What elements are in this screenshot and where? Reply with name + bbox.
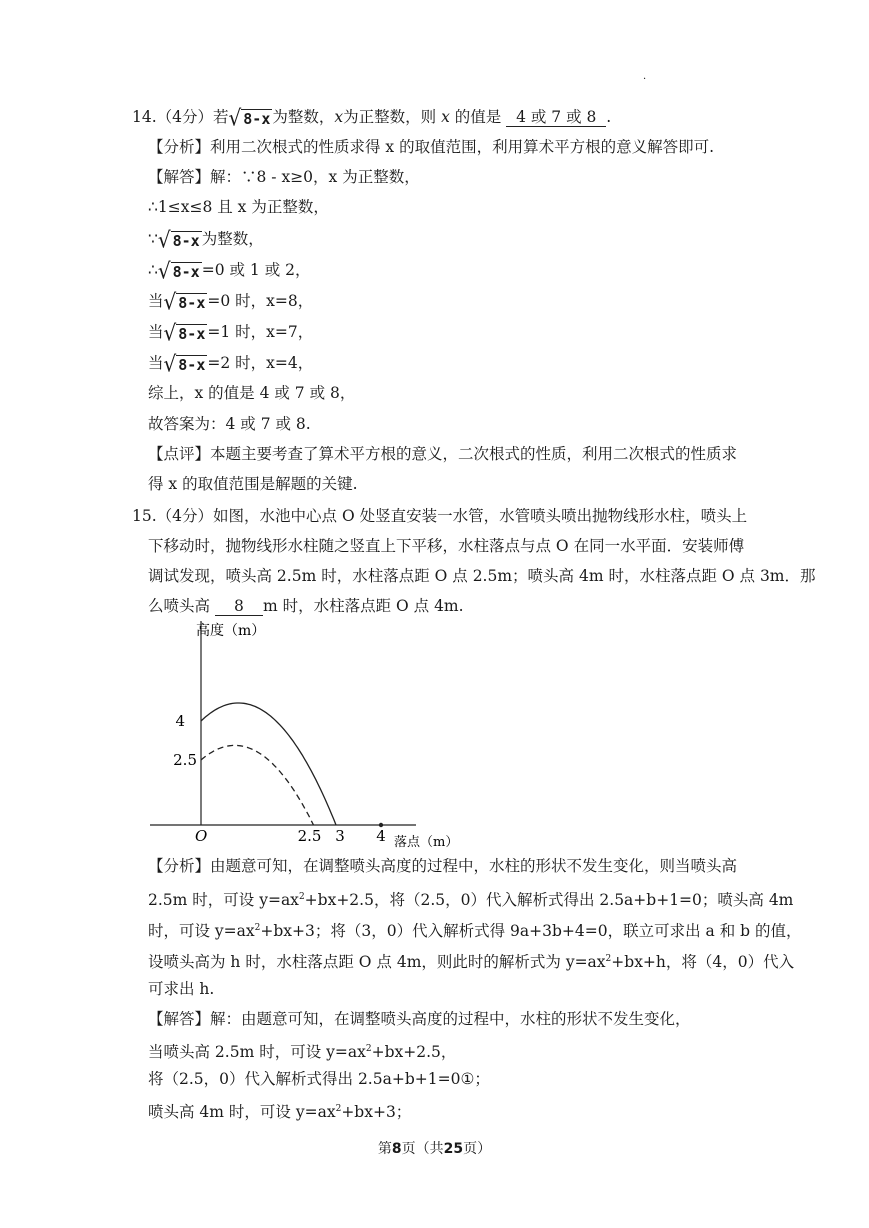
q15-stem-2: 下移动时，抛物线形水柱随之竖直上下平移，水柱落点与点 O 在同一水平面．安装师傅 [148,537,745,555]
q14-answer-blank: 4 或 7 或 8 [506,108,606,127]
q15-analysis-1: 【分析】由题意可知，在调整喷头高度的过程中，水柱的形状不发生变化，则当喷头高 [148,857,738,875]
q15-stem-1: 15.（4分）如图，水池中心点 O 处竖直安装一水管，水管喷头喷出抛物线形水柱，喷头上 [132,507,748,525]
q14-solution-9: 故答案为：4 或 7 或 8. [148,415,311,433]
q14-solution-8: 综上，x 的值是 4 或 7 或 8， [148,384,356,402]
q14-solution-3: ∵ √ 8-x 为整数， [148,226,264,254]
q14-solution-7: 当 √ 8-x =2 时，x=4， [148,350,314,378]
q15-solution-4: 喷头高 4m 时，可设 $y=ax^2+bx+3$； [148,1103,412,1122]
q15-solution-1: 【解答】解：由题意可知，在调整喷头高度的过程中，水柱的形状不发生变化， [148,1010,691,1028]
q15-analysis-4: 设喷头高为 h 时，水柱落点距 O 点 4m，则此时的解析式为 $y=ax^2+bx+h$，将（4，0）代入 [148,953,795,972]
q14-solution-1: 【解答】解：∵8 - x≥0，x 为正整数， [148,168,420,186]
q14-comment-1: 【点评】本题主要考查了算术平方根的意义，二次根式的性质，利用二次根式的性质求 [148,445,738,463]
x-tick-2.5: 2.5 [297,827,322,845]
q14-comment-2: 得 x 的取值范围是解题的关键. [148,475,358,493]
q14-solution-4: ∴ √ 8-x =0 或 1 或 2， [148,257,311,285]
chart-labels [173,622,458,850]
q14-solution-2: ∴1≤x≤8 且 x 为正整数， [148,198,329,216]
solid-parabola [201,703,336,825]
q15-analysis-5: 可求出 h. [148,980,215,998]
sqrt-expression: √ 8-x [228,104,271,132]
x-axis-label: 落点（m） [394,835,459,850]
q15-answer-blank: 8 [215,597,263,616]
y-tick-2.5: 2.5 [173,751,197,769]
q14-solution-6: 当 √ 8-x =1 时，x=7， [148,319,314,347]
page-footer: 第8页（共25页） [377,1141,492,1157]
q14-solution-5: 当 √ 8-x =0 时，x=8， [148,288,314,316]
q15-solution-2: 当喷头高 2.5m 时，可设 $y=ax^2+bx+2.5$， [148,1043,457,1062]
fountain-parabola-chart [148,615,468,851]
q14-analysis: 【分析】利用二次根式的性质求得 x 的取值范围，利用算术平方根的意义解答即可. [148,138,715,156]
q15-solution-3: 将（2.5，0）代入解析式得出 2.5a+b+1=0①； [148,1070,490,1088]
q14-stem: 14.（4分）若 √ 8-x 为整数，x为正整数，则 x 的值是 4 或 7 或 8 . [132,104,612,132]
dashed-parabola [201,745,314,825]
chart-axes [150,621,416,825]
x-tick-4: 4 [376,827,386,845]
q15-stem-3: 调试发现，喷头高 2.5m 时，水柱落点距 O 点 2.5m；喷头高 4m 时，水柱落点距 O 点 3m．那 [148,567,816,585]
y-tick-4: 4 [175,712,185,730]
chart-curves [201,703,383,827]
q15-stem-4: 么喷头高 8 m 时，水柱落点距 O 点 4m. [148,597,464,615]
y-axis-label: 高度（m） [196,623,266,639]
origin-label: O [195,827,208,845]
stray-dot: · [643,74,647,85]
q15-analysis-3: 时，可设 $y=ax^2+bx+3$；将（3，0）代入解析式得 9a+3b+4=0，联立可求出 a 和 b 的值， [148,922,802,941]
x-tick-3: 3 [335,827,345,845]
q15-analysis-2: 2.5m 时，可设 $y=ax^2+bx+2.5$，将（2.5，0）代入解析式得出 2.5a+b+1=0；喷头高 4m [148,891,794,910]
